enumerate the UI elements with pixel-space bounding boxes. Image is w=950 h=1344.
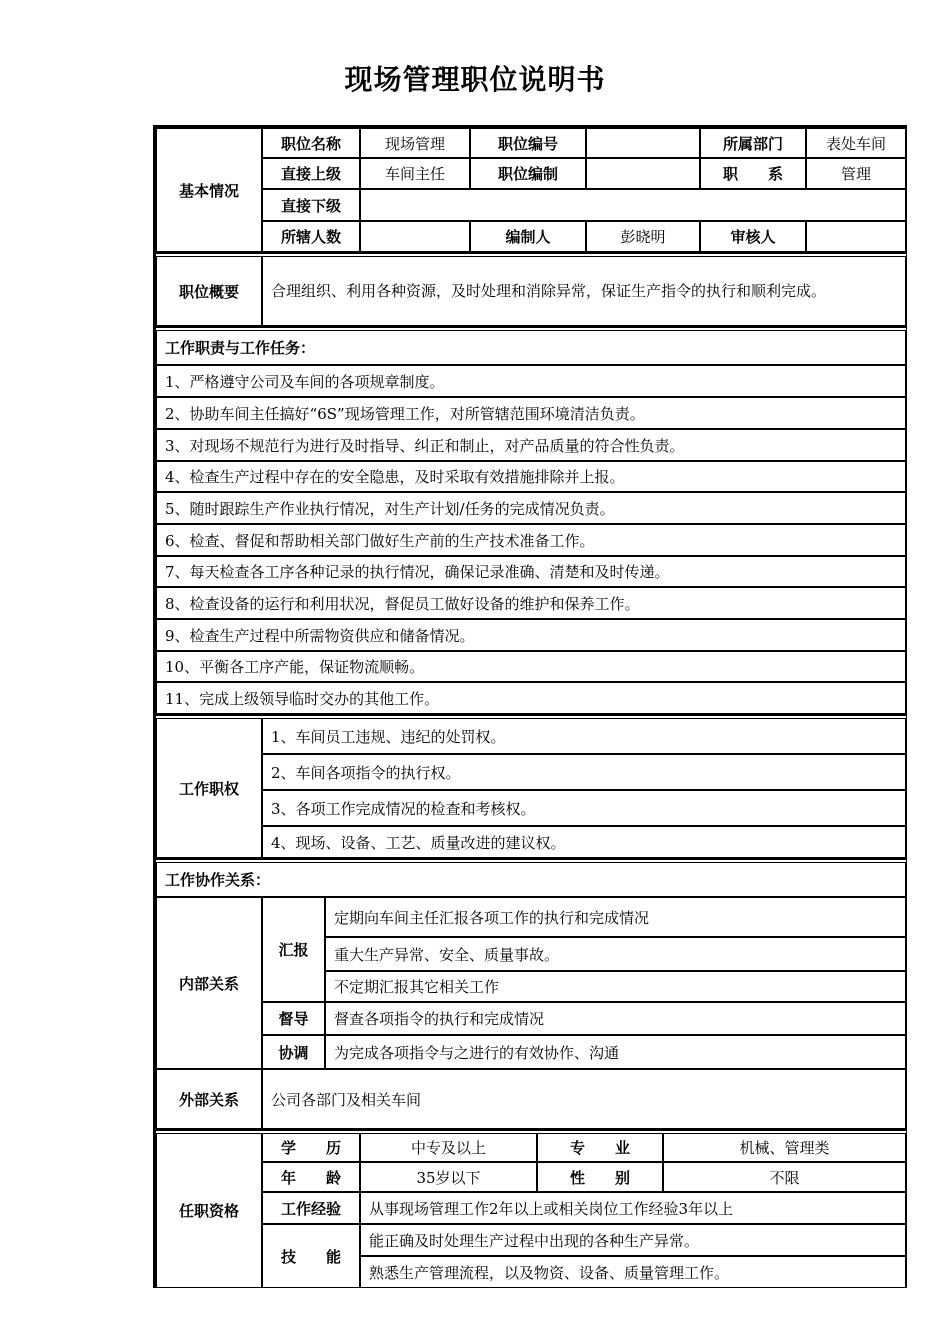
author-value: 彭晓明 — [586, 221, 700, 252]
position-code-label: 职位编号 — [470, 128, 586, 158]
reviewer-value — [806, 221, 906, 252]
duty-item: 5、随时跟踪生产作业执行情况，对生产计划/任务的完成情况负责。 — [156, 492, 906, 524]
section-divider — [155, 326, 906, 328]
education-label: 学 历 — [262, 1133, 360, 1162]
gender-label: 性 别 — [537, 1162, 663, 1192]
headcount-value — [586, 158, 700, 189]
authority-item: 1、车间员工违规、违纪的处罚权。 — [262, 718, 906, 754]
section-divider — [155, 858, 906, 860]
report-item: 重大生产异常、安全、质量事故。 — [325, 937, 906, 971]
duty-item: 7、每天检查各工序各种记录的执行情况，确保记录准确、清楚和及时传递。 — [156, 556, 906, 587]
staff-count-label: 所辖人数 — [262, 221, 360, 252]
qualification-label: 任职资格 — [156, 1133, 262, 1288]
external-relations-text: 公司各部门及相关车间 — [262, 1069, 906, 1129]
major-value: 机械、管理类 — [663, 1133, 906, 1162]
author-label: 编制人 — [470, 221, 586, 252]
authority-item: 4、现场、设备、工艺、质量改进的建议权。 — [262, 826, 906, 858]
headcount-label: 职位编制 — [470, 158, 586, 189]
duty-item: 4、检查生产过程中存在的安全隐患，及时采取有效措施排除并上报。 — [156, 461, 906, 492]
duty-item: 9、检查生产过程中所需物资供应和储备情况。 — [156, 619, 906, 651]
relations-header: 工作协作关系： — [156, 862, 906, 897]
superior-label: 直接上级 — [262, 158, 360, 189]
summary-text: 合理组织、利用各种资源，及时处理和消除异常，保证生产指令的执行和顺利完成。 — [262, 256, 906, 326]
internal-relations-label: 内部关系 — [156, 897, 262, 1069]
coordinate-label: 协调 — [262, 1035, 325, 1069]
section-divider — [155, 252, 906, 254]
gender-value: 不限 — [663, 1162, 906, 1192]
job-family-label: 职 系 — [700, 158, 806, 189]
skill-item: 熟悉生产管理流程，以及物资、设备、质量管理工作。 — [360, 1256, 906, 1288]
education-value: 中专及以上 — [360, 1133, 537, 1162]
duty-item: 3、对现场不规范行为进行及时指导、纠正和制止，对产品质量的符合性负责。 — [156, 429, 906, 461]
report-item: 不定期汇报其它相关工作 — [325, 971, 906, 1002]
subordinate-label: 直接下级 — [262, 189, 360, 221]
duty-item: 10、平衡各工序产能，保证物流顺畅。 — [156, 651, 906, 682]
subordinate-value — [360, 189, 906, 221]
position-name-value: 现场管理 — [360, 128, 470, 158]
age-label: 年 龄 — [262, 1162, 360, 1192]
experience-value: 从事现场管理工作2年以上或相关岗位工作经验3年以上 — [360, 1192, 906, 1224]
section-divider — [155, 714, 906, 716]
experience-label: 工作经验 — [262, 1192, 360, 1224]
supervise-label: 督导 — [262, 1002, 325, 1035]
coordinate-text: 为完成各项指令与之进行的有效协作、沟通 — [325, 1035, 906, 1069]
duties-header: 工作职责与工作任务： — [156, 330, 906, 365]
duty-item: 11、完成上级领导临时交办的其他工作。 — [156, 682, 906, 714]
department-value: 表处车间 — [806, 128, 906, 158]
section-divider — [155, 1129, 906, 1131]
staff-count-value — [360, 221, 470, 252]
position-name-label: 职位名称 — [262, 128, 360, 158]
department-label: 所属部门 — [700, 128, 806, 158]
skills-label: 技 能 — [262, 1224, 360, 1288]
supervise-text: 督查各项指令的执行和完成情况 — [325, 1002, 906, 1035]
reviewer-label: 审核人 — [700, 221, 806, 252]
position-code-value — [586, 128, 700, 158]
duty-item: 8、检查设备的运行和利用状况，督促员工做好设备的维护和保养工作。 — [156, 587, 906, 619]
summary-label: 职位概要 — [156, 256, 262, 326]
duty-item: 2、协助车间主任搞好“6S”现场管理工作，对所管辖范围环境清洁负责。 — [156, 397, 906, 429]
skill-item: 能正确及时处理生产过程中出现的各种生产异常。 — [360, 1224, 906, 1256]
duty-item: 6、检查、督促和帮助相关部门做好生产前的生产技术准备工作。 — [156, 524, 906, 556]
external-relations-label: 外部关系 — [156, 1069, 262, 1129]
page-title: 现场管理职位说明书 — [344, 63, 606, 96]
authority-item: 2、车间各项指令的执行权。 — [262, 754, 906, 790]
superior-value: 车间主任 — [360, 158, 470, 189]
age-value: 35岁以下 — [360, 1162, 537, 1192]
duty-item: 1、严格遵守公司及车间的各项规章制度。 — [156, 365, 906, 397]
basic-info-label: 基本情况 — [156, 128, 262, 252]
report-label: 汇报 — [262, 897, 325, 1002]
major-label: 专 业 — [537, 1133, 663, 1162]
authority-item: 3、各项工作完成情况的检查和考核权。 — [262, 790, 906, 826]
report-item: 定期向车间主任汇报各项工作的执行和完成情况 — [325, 897, 906, 937]
authority-label: 工作职权 — [156, 718, 262, 858]
job-family-value: 管理 — [806, 158, 906, 189]
